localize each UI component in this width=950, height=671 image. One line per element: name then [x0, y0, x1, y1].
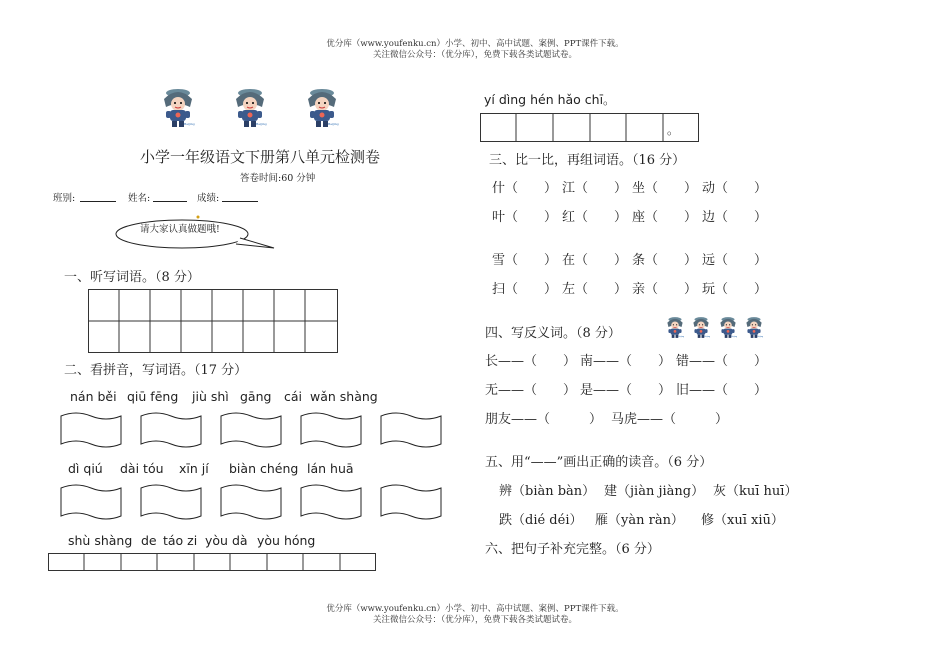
page-footer [0, 604, 950, 626]
compare-1-3: 坐（ ） [632, 181, 698, 196]
pinyin-13: de [141, 533, 157, 548]
class-field[interactable] [80, 201, 116, 202]
compare-3-4: 远（ ） [702, 253, 768, 268]
mascot-icon [232, 85, 268, 129]
compare-1-2: 江（ ） [562, 181, 628, 196]
antonym-2-2: 是——（ ） [580, 383, 672, 398]
answer-strip[interactable] [48, 553, 376, 571]
compare-4-1: 扫（ ） [492, 282, 558, 297]
compare-3-1: 雪（ ） [492, 253, 558, 268]
answer-flags-row2[interactable] [56, 482, 446, 524]
header-line-2: 关注微信公众号：（优分库），免费下载各类试题试卷。 [372, 50, 577, 60]
exam-time: 答卷时间:60 分钟 [240, 173, 316, 184]
compare-2-3: 座（ ） [632, 210, 698, 225]
name-label: 姓名: [128, 193, 151, 204]
compare-2-1: 叶（ ） [492, 210, 558, 225]
bubble-text: 请大家认真做题哦! [140, 224, 220, 235]
class-label: 班别: [53, 193, 76, 204]
answer-flags-row1[interactable] [56, 410, 446, 452]
section5-title: 五、用“——”画出正确的读音。（6 分） [485, 455, 713, 470]
page-header [0, 39, 950, 61]
pinyin-4: gāng [240, 389, 272, 404]
mascot-icon [304, 85, 340, 129]
mascot-icon [743, 315, 765, 339]
compare-2-4: 边（ ） [702, 210, 768, 225]
pinyin-11: lán huā [307, 461, 354, 476]
reading-2-3: 修（xuī xiū） [701, 513, 784, 528]
antonym-2-3: 旧——（ ） [676, 383, 768, 398]
score-field[interactable] [222, 201, 258, 202]
footer-line-1: 优分库（www.youfenku.cn）小学、初中、高中试题、案例、PPT课件下载。 [326, 604, 624, 614]
dictation-grid[interactable] [88, 289, 338, 353]
antonym-3-2: 马虎——（ ） [611, 412, 729, 427]
reading-1-1: 辨（biàn bàn） [499, 484, 596, 499]
mascot-icon [690, 315, 712, 339]
compare-1-4: 动（ ） [702, 181, 768, 196]
page-title: 小学一年级语文下册第八单元检测卷 [139, 148, 380, 166]
section6-title: 六、把句子补充完整。（6 分） [485, 542, 660, 557]
pinyin-1: nán běi [70, 389, 117, 404]
pinyin-10: biàn chéng [229, 461, 299, 476]
antonym-2-1: 无——（ ） [485, 383, 577, 398]
section4-title: 四、写反义词。（8 分） [485, 326, 621, 341]
score-label: 成绩: [197, 193, 220, 204]
antonym-1-1: 长——（ ） [485, 354, 577, 369]
mascot-icon [717, 315, 739, 339]
pinyin-5: cái [284, 389, 303, 404]
pinyin-2: qiū fēng [127, 389, 179, 404]
compare-4-2: 左（ ） [562, 282, 628, 297]
pinyin-3: jiù shì [192, 389, 229, 404]
section3-title: 三、比一比，再组词语。（16 分） [489, 153, 686, 168]
compare-3-3: 条（ ） [632, 253, 698, 268]
mascot-icon [664, 315, 686, 339]
right-answer-boxes[interactable] [480, 113, 699, 142]
antonym-1-3: 错——（ ） [676, 354, 768, 369]
footer-line-2: 关注微信公众号：（优分库），免费下载各类试题试卷。 [372, 615, 577, 625]
pinyin-14: táo zi [163, 533, 198, 548]
pinyin-7: dì qiú [68, 461, 103, 476]
pinyin-15: yòu dà [205, 533, 248, 548]
pinyin-12: shù shàng [68, 533, 133, 548]
compare-2-2: 红（ ） [562, 210, 628, 225]
reading-2-2: 雁（yàn ràn） [595, 513, 684, 528]
section1-title: 一、听写词语。（8 分） [64, 270, 200, 285]
right-pinyin: yí dìng hén hǎo chī。 [484, 92, 616, 107]
pinyin-16: yòu hóng [257, 533, 316, 548]
name-field[interactable] [153, 201, 187, 202]
pinyin-6: wǎn shàng [310, 389, 378, 404]
antonym-1-2: 南——（ ） [580, 354, 672, 369]
compare-1-1: 什（ ） [492, 181, 558, 196]
reading-1-3: 灰（kuī huī） [713, 484, 798, 499]
strip-lines [48, 553, 376, 571]
grid-lines [88, 289, 338, 353]
reading-1-2: 建（jiàn jiàng） [604, 484, 705, 499]
compare-3-2: 在（ ） [562, 253, 628, 268]
pinyin-8: dài tóu [120, 461, 164, 476]
reading-2-1: 跌（dié déi） [499, 513, 583, 528]
compare-4-4: 玩（ ） [702, 282, 768, 297]
antonym-3-1: 朋友——（ ） [485, 412, 603, 427]
section2-title: 二、看拼音，写词语。（17 分） [64, 363, 248, 378]
header-line-1: 优分库（www.youfenku.cn）小学、初中、高中试题、案例、PPT课件下载。 [326, 39, 624, 49]
box-period: 。 [667, 123, 680, 137]
mascot-icon [160, 85, 196, 129]
compare-4-3: 亲（ ） [632, 282, 698, 297]
pinyin-9: xīn jí [179, 461, 209, 476]
